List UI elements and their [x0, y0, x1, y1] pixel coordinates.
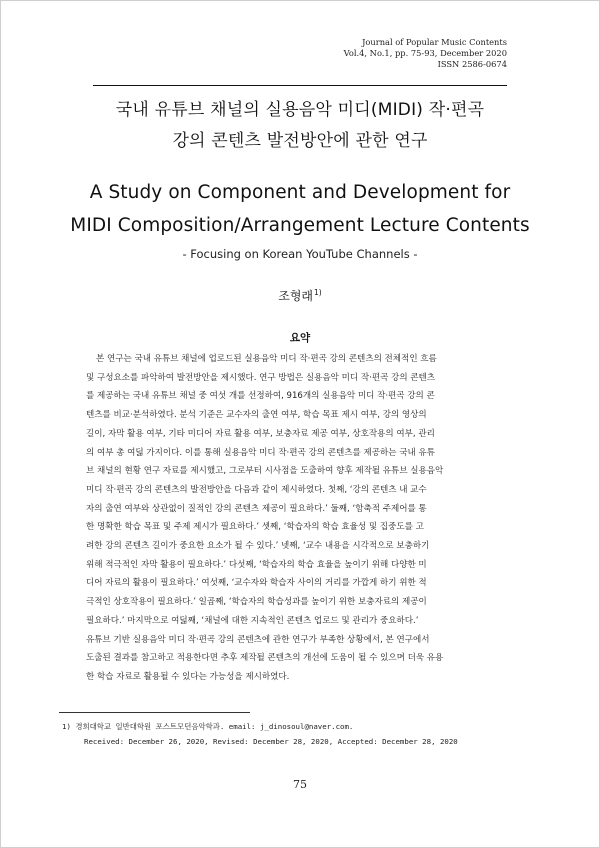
journal-volume-info: Vol.4, No.1, pp. 75-93, December 2020	[343, 48, 507, 58]
footnote	[62, 719, 458, 749]
abstract-line: 를 제공하는 국내 유튜브 채널 중 여섯 개를 선정하여, 916개의 실용음악 미디 작·편곡 강의 콘	[86, 391, 435, 402]
journal-info	[344, 37, 507, 70]
abstract-line: 브 채널의 현황 연구 자료를 제시했고, 그로부터 시사점을 도출하여 향후 제작될 유튜브 실용음악	[86, 466, 444, 477]
abstract-line: 길이, 자막 활용 여부, 기타 미디어 자료 활용 여부, 보충자료 제공 여부, 상호작용의 여부, 관리	[86, 428, 435, 439]
abstract-line: 의 여부 총 여덟 가지이다. 이를 통해 실용음악 미디 작·편곡 강의 콘텐츠를 제공하는 국내 유튜	[86, 447, 435, 458]
abstract-line: 한 명확한 학습 목표 및 주제 제시가 필요하다.’ 셋째, ‘학습자의 학습 효율성 및 집중도를 고	[86, 522, 424, 533]
abstract-line: 려한 강의 콘텐츠 길이가 중요한 요소가 될 수 있다.’ 넷째, ‘교수 내용을 시각적으로 보충하기	[86, 541, 430, 552]
abstract-line: 필요하다.’ 마지막으로 여덟째, ‘채널에 대한 지속적인 콘텐츠 업로드 및 관리가 중요하다.’	[86, 615, 419, 626]
korean-title-line-1: 국내 유튜브 채널의 실용음악 미디(MIDI) 작·편곡	[115, 100, 485, 120]
abstract-line: 도출된 결과를 참고하고 적용한다면 추후 제작될 콘텐츠의 개선에 도움이 될 수 있으며 더욱 유용	[86, 653, 444, 664]
abstract-line: 자의 출연 여부와 상관없이 질적인 강의 콘텐츠 제공이 필요하다.’ 둘째, ‘함축적 주제어를 통	[86, 503, 427, 514]
english-title-line-2: MIDI Composition/Arrangement Lecture Contents	[70, 215, 530, 236]
abstract-line: 극적인 상호작용이 필요하다.’ 일곱째, ‘학습자의 학습성과를 높이기 위한 보충자료의 제공이	[86, 597, 427, 608]
abstract-line: 미디 작·편곡 강의 콘텐츠의 발전방안을 다음과 같이 제시하였다. 첫째, ‘강의 콘텐츠 내 교수	[86, 484, 427, 495]
header-rule	[93, 85, 507, 86]
abstract-line: 한 학습 자료로 활용될 수 있다는 가능성을 제시하였다.	[86, 671, 290, 682]
abstract-line: 및 구성요소를 파악하여 발전방안을 제시했다. 연구 방법은 실용음악 미디 작·편곡 강의 콘텐츠	[86, 372, 436, 383]
author-name: 조형래	[278, 289, 314, 303]
abstract-line: 유튜브 기반 실용음악 미디 작·편곡 강의 콘텐츠에 관한 연구가 부족한 상황에서, 본 연구에서	[86, 634, 430, 645]
footnote-dates: Received: December 26, 2020, Revised: December 28, 2020, Accepted: December 28, 2020	[84, 737, 458, 746]
journal-name: Journal of Popular Music Contents	[362, 37, 507, 47]
abstract-line: 텐츠를 비교·분석하였다. 분석 기준은 교수자의 출연 여부, 학습 목표 제시 여부, 강의 영상의	[86, 410, 427, 421]
footnote-affiliation: 1) 경희대학교 일반대학원 포스트모던음악학과. email: j_dinosoul@naver.com.	[62, 722, 354, 731]
abstract-line: 본 연구는 국내 유튜브 채널에 업로드된 실용음악 미디 작·편곡 강의 콘텐츠의 전체적인 흐름	[96, 354, 437, 364]
author-line	[60, 287, 540, 304]
english-title-line-1: A Study on Component and Development for	[89, 182, 511, 203]
abstract-body	[86, 350, 514, 687]
korean-title-line-2: 강의 콘텐츠 발전방안에 관한 연구	[172, 131, 428, 151]
page-number: 75	[293, 778, 307, 791]
author-footnote-mark: 1)	[314, 288, 322, 297]
english-subtitle: - Focusing on Korean YouTube Channels -	[182, 247, 418, 261]
abstract-heading: 요약	[289, 332, 311, 344]
abstract-line: 위해 적극적인 자막 활용이 필요하다.’ 다섯째, ‘학습자의 학습 효율을 높이기 위해 다양한 미	[86, 559, 427, 570]
journal-issn: ISSN 2586-0674	[437, 59, 507, 69]
abstract-line: 디어 자료의 활용이 필요하다.’ 여섯째, ‘교수자와 학습자 사이의 거리를 가깝게 하기 위한 적	[86, 578, 427, 589]
footnote-rule	[59, 712, 250, 713]
